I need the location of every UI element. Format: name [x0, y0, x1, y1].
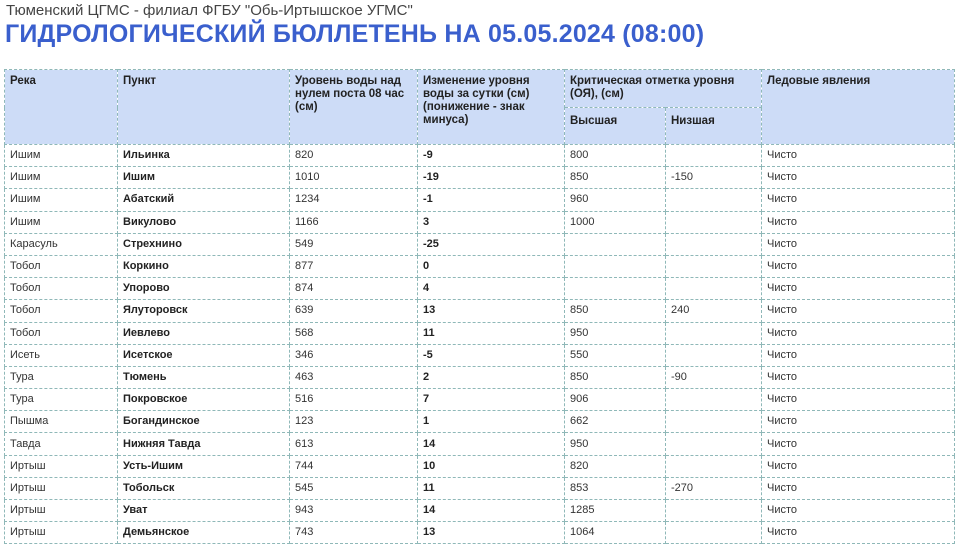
cell-ice: Чисто — [762, 344, 955, 366]
cell-river: Ишим — [5, 211, 118, 233]
cell-change: -5 — [418, 344, 565, 366]
cell-level: 568 — [290, 322, 418, 344]
cell-change: 7 — [418, 389, 565, 411]
cell-ice: Чисто — [762, 189, 955, 211]
cell-change: 13 — [418, 300, 565, 322]
cell-ice: Чисто — [762, 322, 955, 344]
table-row — [5, 255, 955, 277]
cell-change: 10 — [418, 455, 565, 477]
cell-river: Тобол — [5, 300, 118, 322]
header-level: Уровень воды над нулем поста 08 час (см) — [290, 70, 418, 145]
cell-high — [565, 233, 666, 255]
cell-low — [666, 411, 762, 433]
hydrology-table — [4, 69, 955, 544]
cell-ice: Чисто — [762, 411, 955, 433]
cell-change: 13 — [418, 522, 565, 544]
cell-high: 850 — [565, 366, 666, 388]
header-low: Низшая — [666, 108, 762, 145]
cell-point: Ялуторовск — [118, 300, 290, 322]
table-row — [5, 433, 955, 455]
table-row — [5, 500, 955, 522]
table-row — [5, 189, 955, 211]
cell-high: 850 — [565, 300, 666, 322]
cell-high: 853 — [565, 477, 666, 499]
cell-river: Иртыш — [5, 477, 118, 499]
cell-level: 877 — [290, 255, 418, 277]
cell-high: 906 — [565, 389, 666, 411]
cell-level: 639 — [290, 300, 418, 322]
table-row — [5, 522, 955, 544]
cell-ice: Чисто — [762, 233, 955, 255]
cell-point: Коркино — [118, 255, 290, 277]
cell-ice: Чисто — [762, 167, 955, 189]
cell-river: Исеть — [5, 344, 118, 366]
cell-high — [565, 278, 666, 300]
cell-change: -25 — [418, 233, 565, 255]
table-row — [5, 233, 955, 255]
cell-ice: Чисто — [762, 366, 955, 388]
cell-ice: Чисто — [762, 500, 955, 522]
cell-high: 950 — [565, 322, 666, 344]
cell-river: Иртыш — [5, 522, 118, 544]
cell-low — [666, 344, 762, 366]
cell-high: 550 — [565, 344, 666, 366]
cell-low — [666, 433, 762, 455]
cell-change: -1 — [418, 189, 565, 211]
cell-high: 1064 — [565, 522, 666, 544]
cell-ice: Чисто — [762, 145, 955, 167]
cell-river: Тура — [5, 389, 118, 411]
cell-change: 11 — [418, 322, 565, 344]
cell-point: Исетское — [118, 344, 290, 366]
table-row — [5, 145, 955, 167]
page-title: ГИДРОЛОГИЧЕСКИЙ БЮЛЛЕТЕНЬ НА 05.05.2024 (08:00) — [5, 20, 705, 48]
cell-level: 346 — [290, 344, 418, 366]
cell-level: 744 — [290, 455, 418, 477]
cell-level: 1166 — [290, 211, 418, 233]
cell-low — [666, 522, 762, 544]
cell-high: 800 — [565, 145, 666, 167]
cell-change: -19 — [418, 167, 565, 189]
cell-river: Тобол — [5, 255, 118, 277]
cell-level: 1234 — [290, 189, 418, 211]
cell-point: Богандинское — [118, 411, 290, 433]
table-row — [5, 389, 955, 411]
cell-point: Упорово — [118, 278, 290, 300]
cell-high: 850 — [565, 167, 666, 189]
cell-ice: Чисто — [762, 433, 955, 455]
cell-ice: Чисто — [762, 455, 955, 477]
cell-change: -9 — [418, 145, 565, 167]
cell-level: 943 — [290, 500, 418, 522]
table-row — [5, 477, 955, 499]
table-row — [5, 366, 955, 388]
cell-ice: Чисто — [762, 389, 955, 411]
table-row — [5, 167, 955, 189]
cell-point: Абатский — [118, 189, 290, 211]
cell-point: Ишим — [118, 167, 290, 189]
cell-low — [666, 455, 762, 477]
cell-level: 743 — [290, 522, 418, 544]
cell-ice: Чисто — [762, 255, 955, 277]
table-row — [5, 411, 955, 433]
cell-river: Иртыш — [5, 500, 118, 522]
cell-low: -150 — [666, 167, 762, 189]
cell-high: 1000 — [565, 211, 666, 233]
cell-river: Тура — [5, 366, 118, 388]
cell-high — [565, 255, 666, 277]
cell-change: 11 — [418, 477, 565, 499]
cell-change: 0 — [418, 255, 565, 277]
cell-level: 549 — [290, 233, 418, 255]
cell-level: 123 — [290, 411, 418, 433]
cell-level: 874 — [290, 278, 418, 300]
cell-point: Викулово — [118, 211, 290, 233]
cell-low: -90 — [666, 366, 762, 388]
cell-low: -270 — [666, 477, 762, 499]
cell-low — [666, 278, 762, 300]
cell-change: 14 — [418, 433, 565, 455]
cell-ice: Чисто — [762, 477, 955, 499]
cell-river: Ишим — [5, 167, 118, 189]
cell-high: 960 — [565, 189, 666, 211]
cell-river: Иртыш — [5, 455, 118, 477]
cell-ice: Чисто — [762, 522, 955, 544]
cell-level: 1010 — [290, 167, 418, 189]
cell-low — [666, 233, 762, 255]
cell-low: 240 — [666, 300, 762, 322]
cell-high: 820 — [565, 455, 666, 477]
cell-river: Ишим — [5, 189, 118, 211]
header-high: Высшая — [565, 108, 666, 145]
cell-point: Уват — [118, 500, 290, 522]
table-row — [5, 455, 955, 477]
cell-low — [666, 189, 762, 211]
header-change: Изменение уровня воды за сутки (см) (понижение - знак минуса) — [418, 70, 565, 145]
header-river: Река — [5, 70, 118, 145]
cell-point: Усть-Ишим — [118, 455, 290, 477]
cell-change: 3 — [418, 211, 565, 233]
cell-point: Стрехнино — [118, 233, 290, 255]
table-row — [5, 211, 955, 233]
cell-river: Тобол — [5, 322, 118, 344]
cell-point: Тобольск — [118, 477, 290, 499]
table-row — [5, 278, 955, 300]
cell-change: 4 — [418, 278, 565, 300]
cell-high: 662 — [565, 411, 666, 433]
table-body — [5, 145, 955, 544]
cell-ice: Чисто — [762, 211, 955, 233]
cell-high: 950 — [565, 433, 666, 455]
cell-point: Тюмень — [118, 366, 290, 388]
cell-change: 1 — [418, 411, 565, 433]
cell-point: Покровское — [118, 389, 290, 411]
cell-point: Нижняя Тавда — [118, 433, 290, 455]
cell-river: Карасуль — [5, 233, 118, 255]
cell-river: Тобол — [5, 278, 118, 300]
cell-ice: Чисто — [762, 300, 955, 322]
cell-low — [666, 322, 762, 344]
table-row — [5, 300, 955, 322]
bulletin-subtitle: Тюменский ЦГМС - филиал ФГБУ "Обь-Иртышское УГМС" — [6, 2, 413, 19]
cell-low — [666, 145, 762, 167]
table-row — [5, 322, 955, 344]
cell-point: Иевлево — [118, 322, 290, 344]
cell-river: Тавда — [5, 433, 118, 455]
header-point: Пункт — [118, 70, 290, 145]
cell-level: 516 — [290, 389, 418, 411]
header-critical: Критическая отметка уровня (ОЯ), (см) — [565, 70, 762, 108]
cell-point: Ильинка — [118, 145, 290, 167]
cell-river: Ишим — [5, 145, 118, 167]
cell-low — [666, 211, 762, 233]
header-ice: Ледовые явления — [762, 70, 955, 145]
cell-low — [666, 389, 762, 411]
cell-level: 463 — [290, 366, 418, 388]
cell-point: Демьянское — [118, 522, 290, 544]
cell-level: 545 — [290, 477, 418, 499]
cell-low — [666, 500, 762, 522]
cell-level: 820 — [290, 145, 418, 167]
cell-level: 613 — [290, 433, 418, 455]
cell-change: 14 — [418, 500, 565, 522]
cell-low — [666, 255, 762, 277]
cell-ice: Чисто — [762, 278, 955, 300]
cell-change: 2 — [418, 366, 565, 388]
table-row — [5, 344, 955, 366]
cell-high: 1285 — [565, 500, 666, 522]
cell-river: Пышма — [5, 411, 118, 433]
